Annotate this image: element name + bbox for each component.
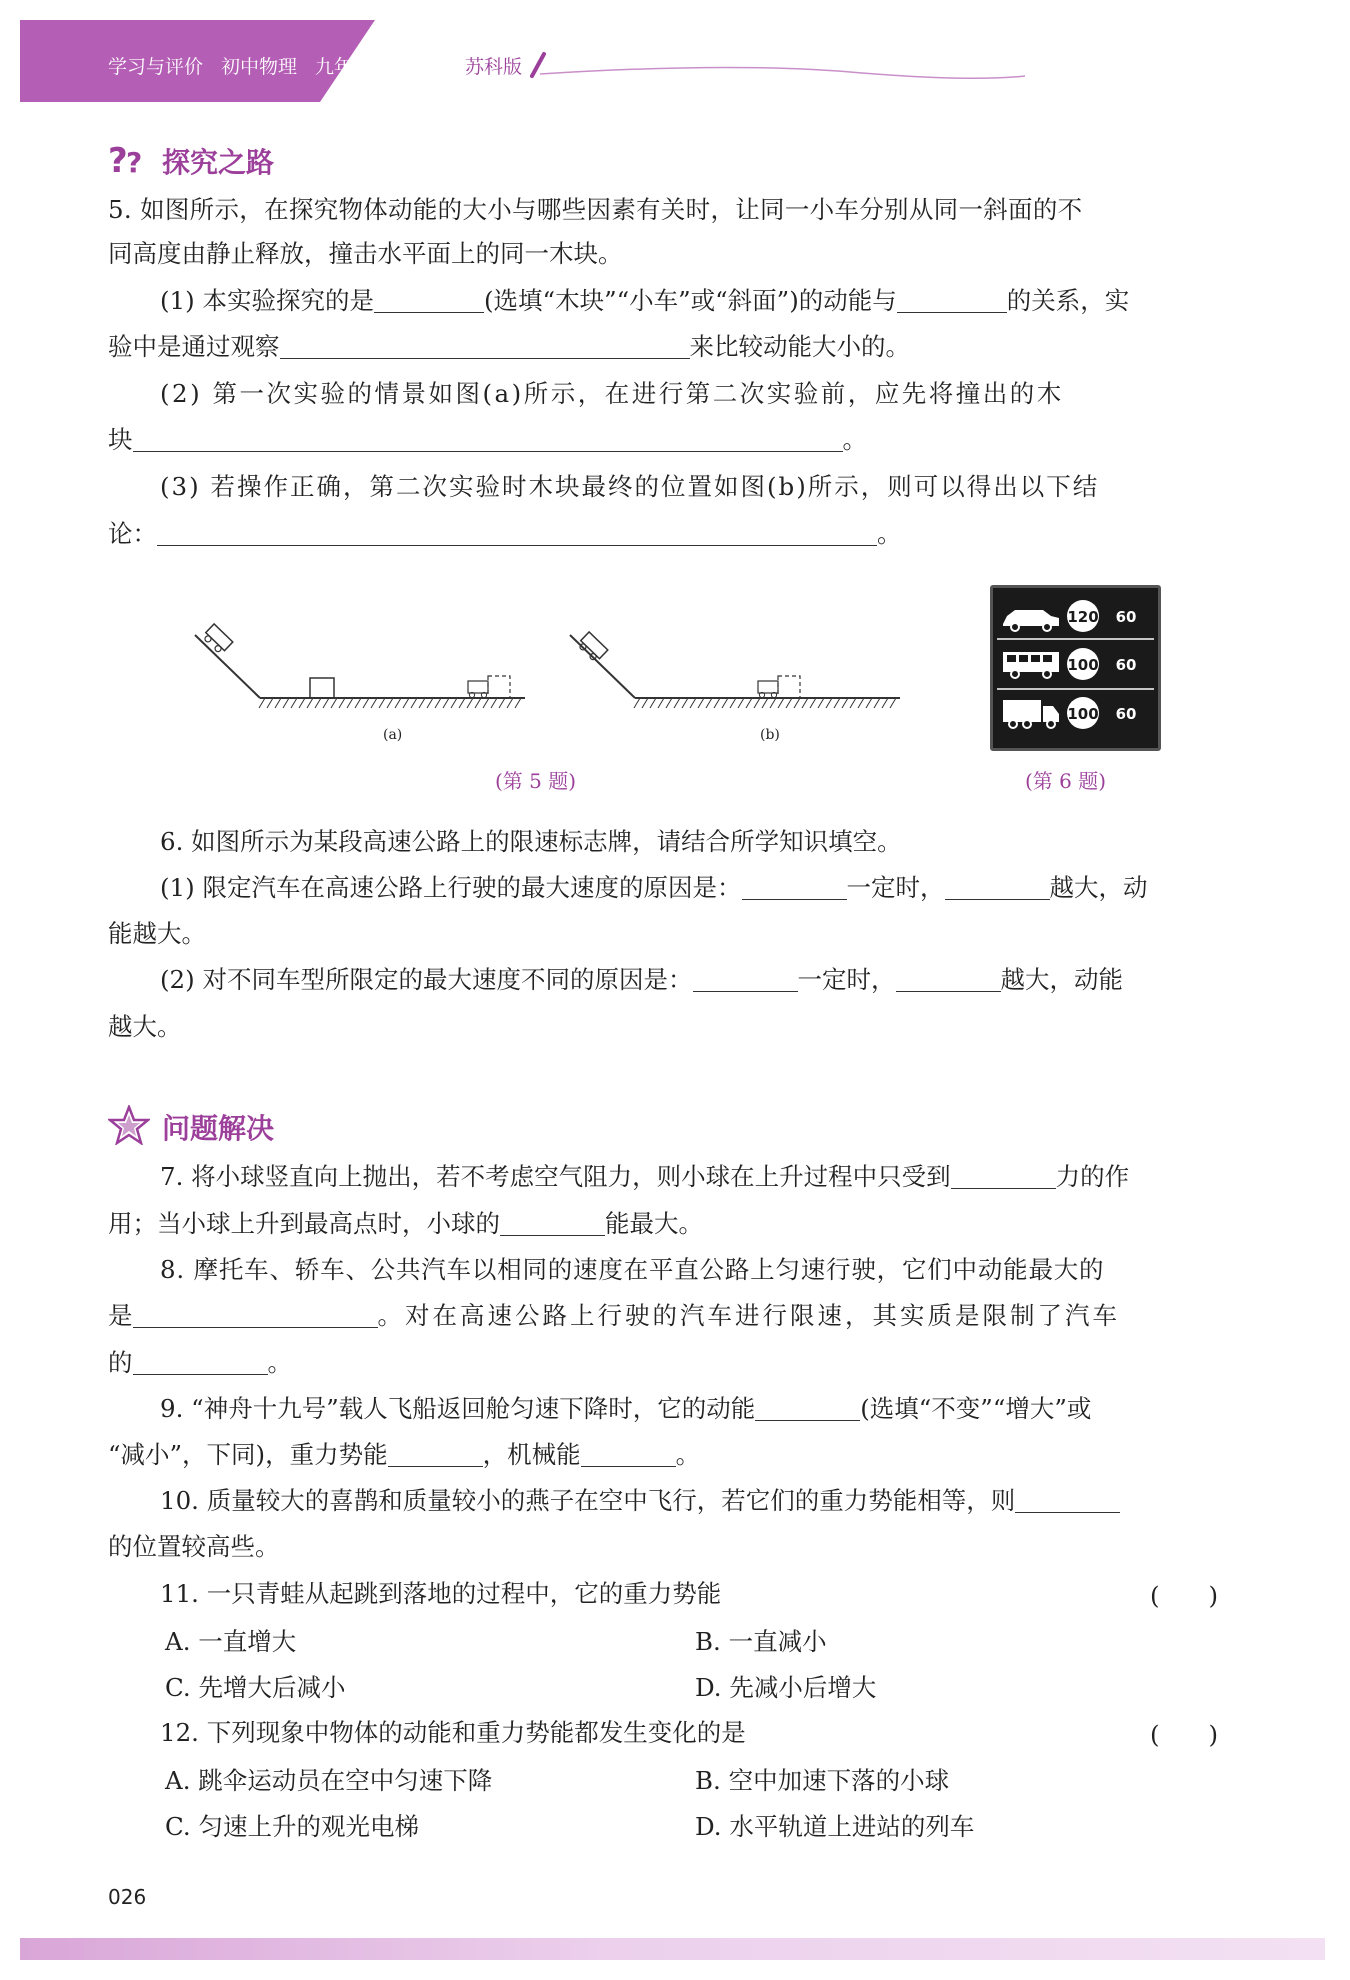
q12-answer-paren[interactable]: ( ) [1150, 1720, 1219, 1749]
q8-line3 [108, 1346, 292, 1380]
q12-option-a[interactable]: A. 跳伞运动员在空中匀速下降 [165, 1766, 493, 1795]
answer-blank[interactable] [742, 877, 847, 900]
cart-final [468, 681, 488, 693]
q5-part1-line1 [108, 284, 1129, 318]
header-edition: 苏科版 [465, 56, 523, 78]
q6-part2-line2: 越大。 [108, 1012, 182, 1041]
q5-part2-line1: (2) 第一次实验的情景如图(a)所示，在进行第二次实验前，应先将撞出的木 [160, 379, 1064, 408]
q11-stem: 11. 一只青蛙从起跳到落地的过程中，它的重力势能 [160, 1579, 722, 1608]
q9-b: (选填“不变”“增大”或 [860, 1394, 1092, 1423]
answer-blank[interactable] [500, 1213, 605, 1236]
speed-limit-sign [990, 585, 1161, 751]
q6-p2a: (2) 对不同车型所限定的最大速度不同的原因是： [160, 965, 693, 994]
q10-a: 10. 质量较大的喜鹊和质量较小的燕子在空中飞行，若它们的重力势能相等，则 [160, 1486, 1016, 1515]
answer-blank[interactable] [897, 290, 1007, 313]
q7-b: 力的作 [1055, 1162, 1130, 1191]
q9-d: ，机械能 [482, 1440, 581, 1469]
q5-p1e: 来比较动能大小的。 [689, 332, 910, 361]
q8-line1: 8. 摩托车、轿车、公共汽车以相同的速度在平直公路上匀速行驶，它们中动能最大的 [160, 1255, 1105, 1284]
q9-e: 。 [675, 1440, 701, 1469]
answer-blank[interactable] [133, 1305, 378, 1328]
q11-option-c[interactable]: C. 先增大后减小 [165, 1673, 346, 1702]
q5-line1: 5. 如图所示，在探究物体动能的大小与哪些因素有关时，让同一小车分别从同一斜面的不 [108, 195, 1083, 224]
question-mark-icon [108, 142, 150, 178]
q8-line2 [108, 1299, 1120, 1333]
speed-max-row3: 100 [1067, 705, 1099, 723]
q11-option-b[interactable]: B. 一直减小 [695, 1627, 827, 1656]
header-book: 学习与评价 [108, 56, 204, 78]
header-subject: 初中物理 [221, 56, 298, 78]
figure-6-caption: (第 6 题) [1025, 769, 1107, 793]
answer-blank[interactable] [581, 1444, 676, 1467]
speed-min-row1: 60 [1115, 608, 1137, 626]
figure-5b [560, 620, 910, 750]
q9-line1 [108, 1392, 1091, 1426]
speed-max-row1: 120 [1067, 608, 1099, 626]
cart-icon [577, 632, 608, 663]
q8-b: 是 [108, 1301, 133, 1330]
q5-p2b: 块 [108, 425, 133, 454]
figure-5b-label: (b) [760, 727, 780, 743]
answer-blank[interactable] [388, 1444, 483, 1467]
answer-blank[interactable] [133, 429, 843, 452]
q6-p1b: 一定时， [846, 873, 945, 902]
wood-block [310, 678, 334, 698]
truck-icon [1003, 700, 1059, 728]
q6-line1: 6. 如图所示为某段高速公路上的限速标志牌，请结合所学知识填空。 [160, 827, 902, 856]
footer-band [20, 1938, 1325, 1960]
q5-part2-line2 [108, 423, 867, 457]
q11-option-d[interactable]: D. 先减小后增大 [695, 1673, 877, 1702]
answer-blank[interactable] [755, 1398, 860, 1421]
q8-e: 。 [267, 1348, 292, 1377]
page-number: 026 [108, 1885, 147, 1909]
speed-max-row2: 100 [1067, 656, 1099, 674]
q5-p1b: (选填“木块”“小车”或“斜面”)的动能与 [484, 286, 897, 315]
q7-d: 能最大。 [605, 1209, 703, 1238]
q8-d: 的 [108, 1348, 133, 1377]
q12-option-b[interactable]: B. 空中加速下落的小球 [695, 1766, 950, 1795]
q7-c: 用；当小球上升到最高点时，小球的 [108, 1209, 500, 1238]
svg-text:?: ? [126, 146, 143, 178]
q6-part2-line1 [108, 963, 1123, 997]
star-icon [108, 1105, 150, 1145]
q5-line2: 同高度由静止释放，撞击水平面上的同一木块。 [108, 239, 623, 268]
q5-p3c: 。 [877, 519, 902, 548]
q9-c: “减小”，下同)，重力势能 [108, 1440, 388, 1469]
q5-part1-line2 [108, 330, 910, 364]
svg-text:?: ? [108, 142, 128, 178]
q12-option-c[interactable]: C. 匀速上升的观光电梯 [165, 1812, 419, 1841]
q9-line2 [108, 1438, 700, 1472]
figure-5-caption: (第 5 题) [495, 769, 577, 793]
q11-option-a[interactable]: A. 一直增大 [165, 1627, 297, 1656]
speed-min-row3: 60 [1115, 705, 1137, 723]
bus-icon [1003, 652, 1059, 678]
answer-blank[interactable] [896, 969, 1001, 992]
figure-5a [185, 620, 535, 750]
q5-part3-line2 [108, 517, 902, 551]
q5-p1d: 验中是通过观察 [108, 332, 280, 361]
q10-line1 [108, 1484, 1120, 1518]
section-title-solve: 问题解决 [162, 1112, 275, 1145]
q6-part1-line1 [108, 871, 1148, 905]
q7-line2 [108, 1207, 703, 1241]
q5-p1a: (1) 本实验探究的是 [160, 286, 374, 315]
q6-p1c: 越大，动 [1049, 873, 1148, 902]
cart-final [758, 681, 778, 693]
answer-blank[interactable] [945, 877, 1050, 900]
q12-option-d[interactable]: D. 水平轨道上进站的列车 [695, 1812, 975, 1841]
wood-block-final [488, 676, 510, 698]
wood-block-final [778, 676, 800, 698]
q5-p2c: 。 [842, 425, 867, 454]
q6-p1a: (1) 限定汽车在高速公路上行驶的最大速度的原因是： [160, 873, 742, 902]
q7-a: 7. 将小球竖直向上抛出，若不考虑空气阻力，则小球在上升过程中只受到 [160, 1162, 951, 1191]
answer-blank[interactable] [1015, 1490, 1120, 1513]
q12-stem: 12. 下列现象中物体的动能和重力势能都发生变化的是 [160, 1718, 746, 1747]
answer-blank[interactable] [951, 1166, 1056, 1189]
q5-p1c: 的关系，实 [1006, 286, 1130, 315]
q5-part3-line1: (3) 若操作正确，第二次实验时木块最终的位置如图(b)所示，则可以得出以下结 [160, 472, 1100, 501]
section-title-explore: 探究之路 [162, 146, 275, 179]
cart-icon [202, 624, 233, 655]
answer-blank[interactable] [133, 1352, 268, 1375]
q8-c: 。对在高速公路上行驶的汽车进行限速，其实质是限制了汽车 [377, 1301, 1120, 1330]
q6-p2b: 一定时， [797, 965, 896, 994]
q10-line2: 的位置较高些。 [108, 1532, 280, 1561]
pen-icon [530, 48, 1030, 88]
answer-blank[interactable] [157, 523, 877, 546]
q5-p3b: 论： [108, 519, 157, 548]
q6-p2c: 越大，动能 [1000, 965, 1123, 994]
q9-a: 9. “神舟十九号”载人飞船返回舱匀速下降时，它的动能 [160, 1394, 756, 1423]
answer-blank[interactable] [693, 969, 798, 992]
figure-5a-label: (a) [383, 727, 403, 743]
q7-line1 [108, 1160, 1129, 1194]
answer-blank[interactable] [280, 336, 690, 359]
header-title [108, 52, 428, 79]
q11-answer-paren[interactable]: ( ) [1150, 1581, 1219, 1610]
q6-part1-line2: 能越大。 [108, 919, 206, 948]
speed-min-row2: 60 [1115, 656, 1137, 674]
car-icon [1003, 610, 1059, 631]
answer-blank[interactable] [374, 290, 484, 313]
header-grade: 九年级上册 [315, 56, 411, 78]
